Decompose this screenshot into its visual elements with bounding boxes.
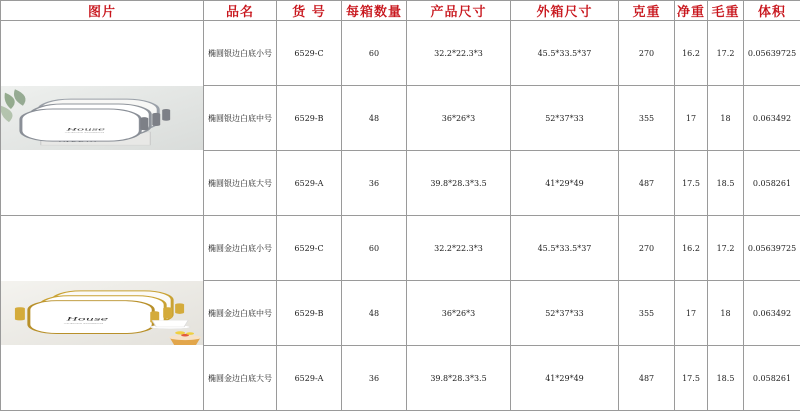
tray-brand-text: House [65,317,108,322]
cell-sku: 6529-C [277,21,342,86]
tray-brand-subtext: Household accessories [64,322,104,324]
cell-product-size: 36*26*3 [407,86,511,151]
cell-gross: 18.5 [708,346,744,411]
cell-product-size: 36*26*3 [407,281,511,346]
cell-gram: 270 [619,216,675,281]
header-per-box: 每箱数量 [342,1,407,21]
cell-gram: 355 [619,281,675,346]
cell-name: 椭圆金边白底中号 [204,281,277,346]
cell-gram: 355 [619,86,675,151]
cell-qty: 36 [342,346,407,411]
cell-qty: 36 [342,151,407,216]
tray-brand-subtext: Household accessories [65,132,105,134]
cell-product-size: 39.8*28.3*3.5 [407,151,511,216]
cell-box-size: 41*29*49 [511,346,619,411]
cell-product-size: 39.8*28.3*3.5 [407,346,511,411]
product-photo-gold [1,216,204,411]
cell-box-size: 52*37*33 [511,281,619,346]
cell-qty: 48 [342,86,407,151]
cell-product-size: 32.2*22.3*3 [407,21,511,86]
cell-volume: 0.058261 [744,346,800,411]
header-product-size: 产品尺寸 [407,1,511,21]
cell-box-size: 52*37*33 [511,86,619,151]
cell-box-size: 45.5*33.5*37 [511,216,619,281]
table-row [1,216,800,281]
cell-name: 椭圆银边白底小号 [204,21,277,86]
cell-volume: 0.05639725 [744,216,800,281]
table-row [1,21,800,86]
cell-box-size: 45.5*33.5*37 [511,21,619,86]
cell-net: 16.2 [675,21,708,86]
cell-gross: 17.2 [708,216,744,281]
cell-volume: 0.058261 [744,151,800,216]
cell-name: 椭圆银边白底中号 [204,86,277,151]
cell-name: 椭圆金边白底大号 [204,346,277,411]
cell-qty: 60 [342,216,407,281]
header-name: 品名 [204,1,277,21]
product-photo-silver [1,21,204,216]
cell-sku: 6529-B [277,86,342,151]
cell-gross: 17.2 [708,21,744,86]
gold-trays-image [1,281,203,345]
cell-volume: 0.05639725 [744,21,800,86]
cell-sku: 6529-A [277,346,342,411]
cell-volume: 0.063492 [744,86,800,151]
cell-gross: 18.5 [708,151,744,216]
header-row [1,1,800,21]
cell-qty: 60 [342,21,407,86]
header-image: 图片 [1,1,204,21]
cell-gram: 487 [619,346,675,411]
cell-gross: 18 [708,86,744,151]
cell-net: 17.5 [675,151,708,216]
cell-sku: 6529-C [277,216,342,281]
cell-net: 17.5 [675,346,708,411]
tray-brand-text: House [65,127,105,131]
cell-gram: 270 [619,21,675,86]
cell-product-size: 32.2*22.3*3 [407,216,511,281]
header-gross: 毛重 [708,1,744,21]
cell-sku: 6529-B [277,281,342,346]
cell-sku: 6529-A [277,151,342,216]
cell-qty: 48 [342,281,407,346]
cell-net: 16.2 [675,216,708,281]
header-net: 净重 [675,1,708,21]
cell-net: 17 [675,86,708,151]
cell-box-size: 41*29*49 [511,151,619,216]
cell-gram: 487 [619,151,675,216]
cell-name: 椭圆银边白底大号 [204,151,277,216]
cell-net: 17 [675,281,708,346]
cell-gross: 18 [708,281,744,346]
header-gram: 克重 [619,1,675,21]
header-volume: 体积 [744,1,800,21]
cell-volume: 0.063492 [744,281,800,346]
silver-trays-image [1,86,203,150]
header-sku: 货 号 [277,1,342,21]
cell-name: 椭圆金边白底小号 [204,216,277,281]
header-box-size: 外箱尺寸 [511,1,619,21]
